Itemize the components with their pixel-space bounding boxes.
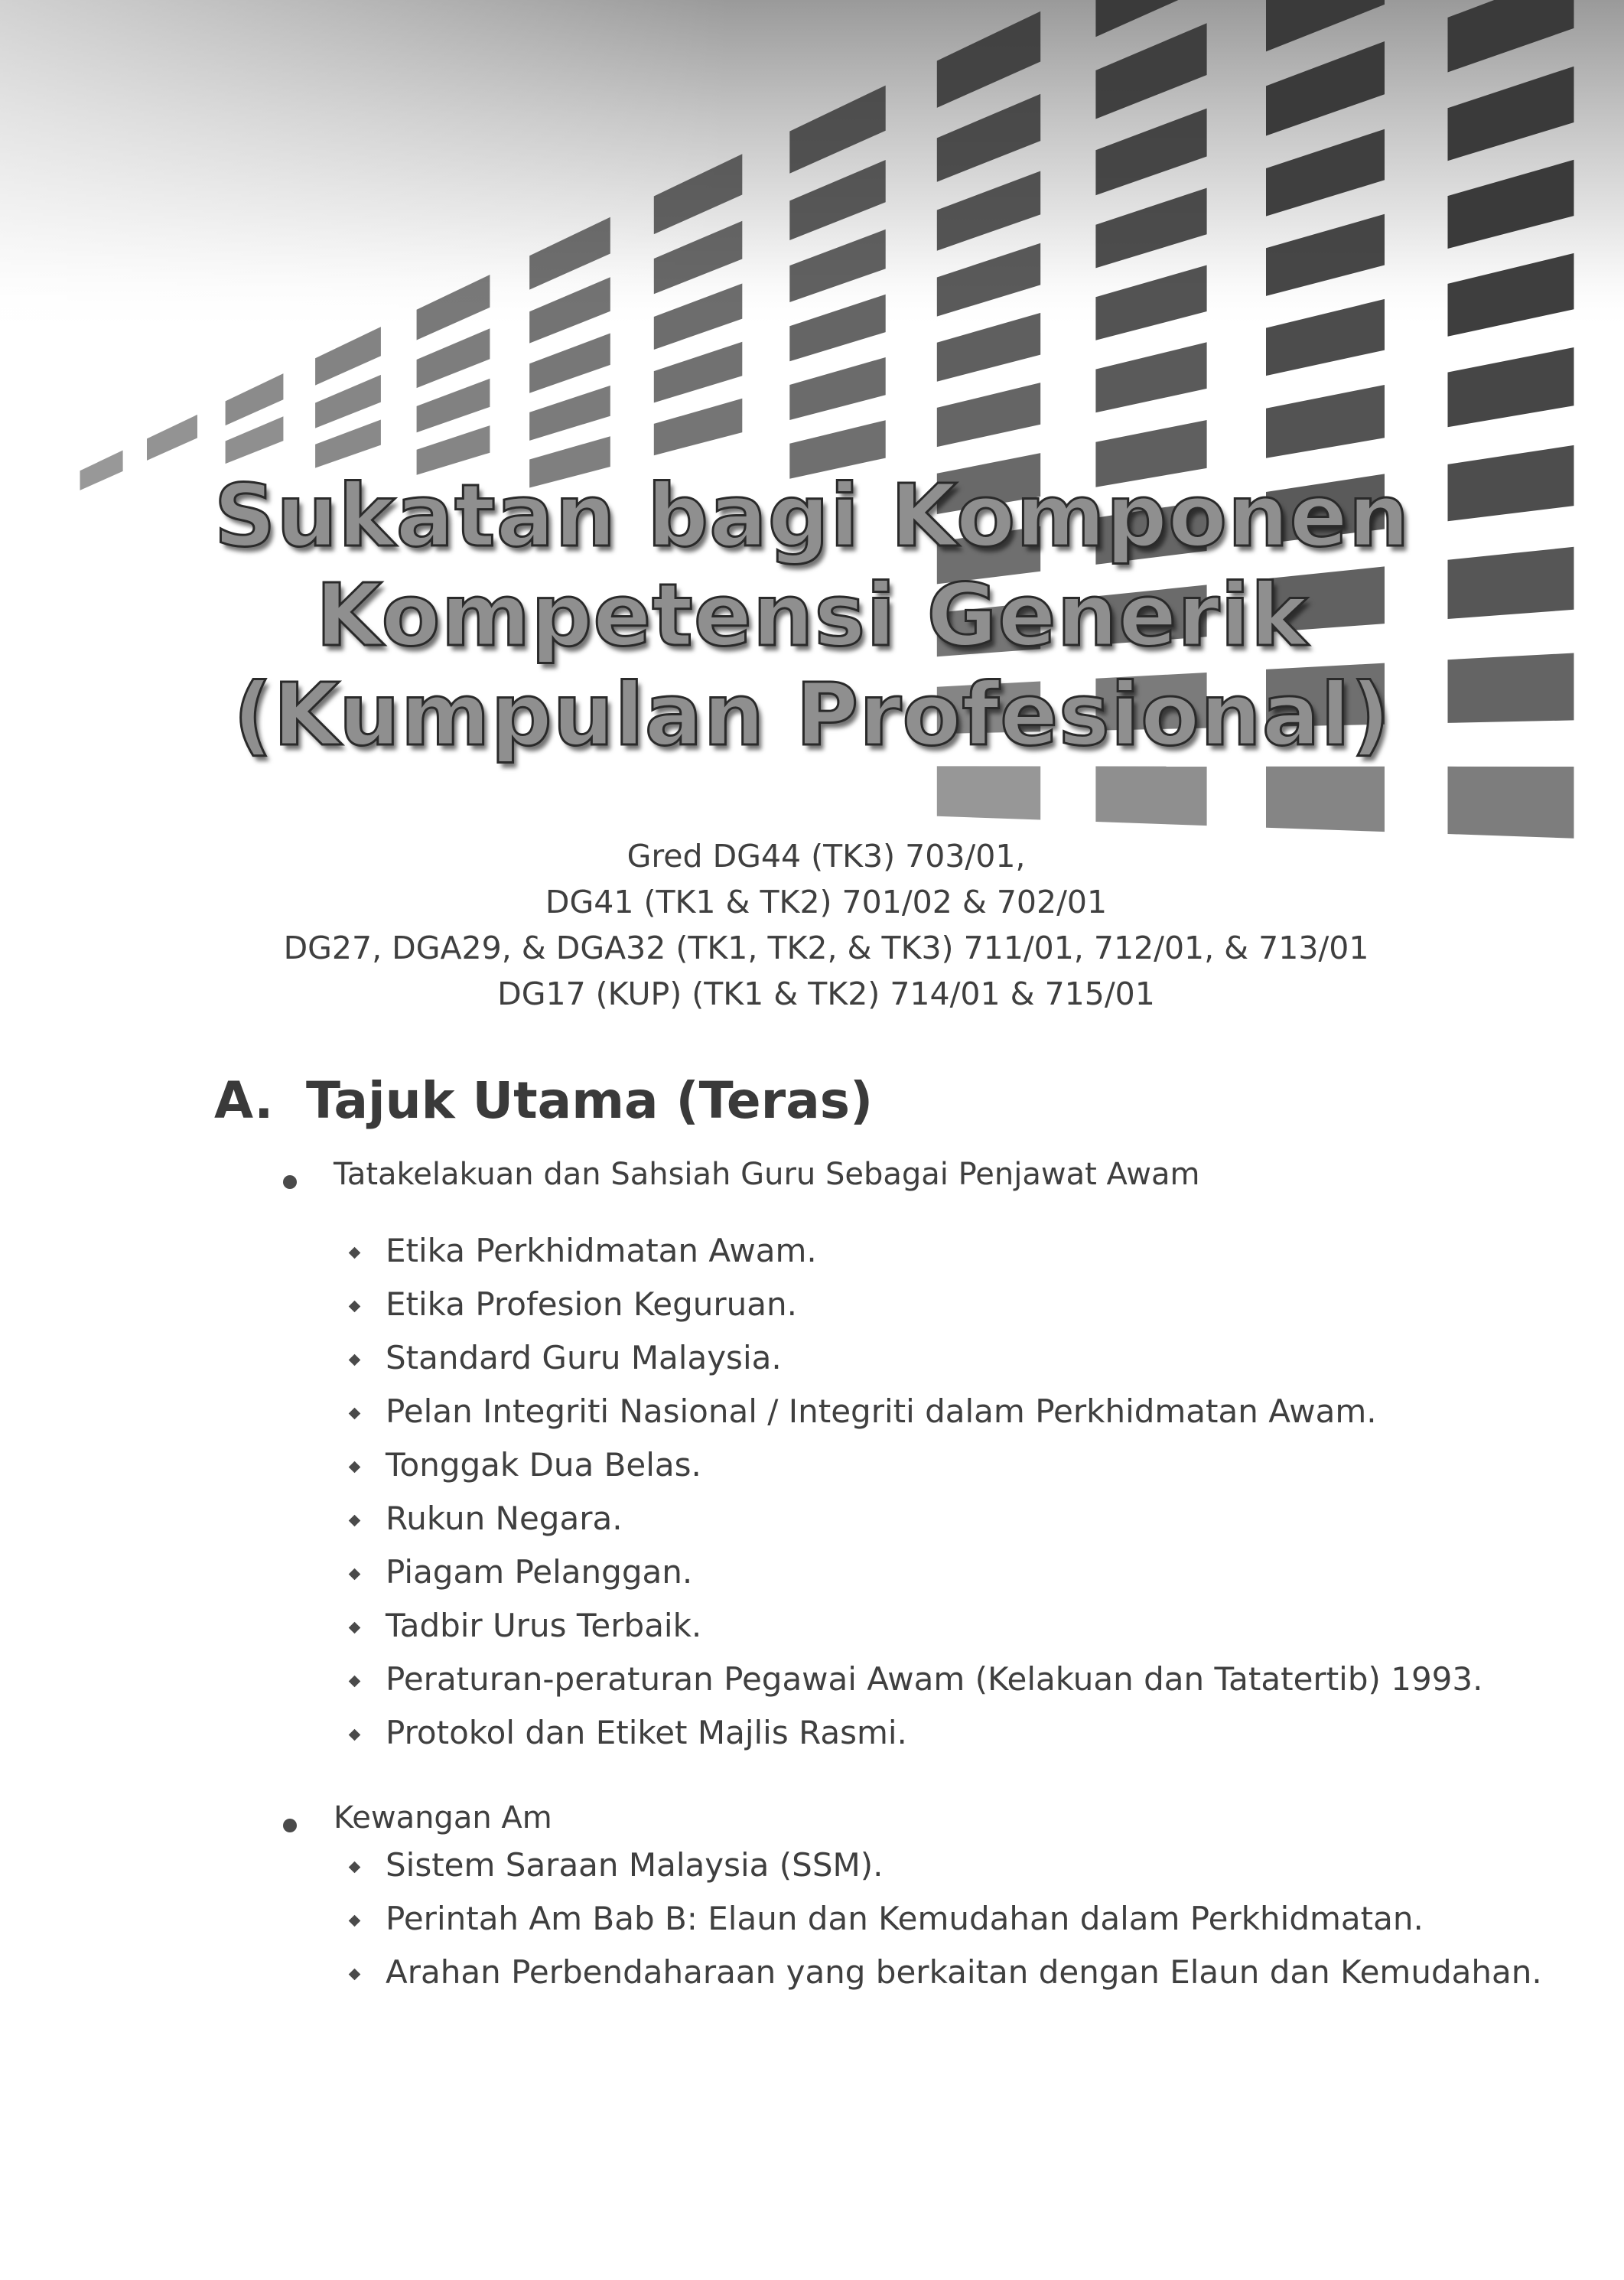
diamond-bullet-icon (349, 1408, 361, 1420)
list-item-text: Protokol dan Etiket Majlis Rasmi. (386, 1714, 907, 1751)
diamond-bullet-icon (349, 1515, 361, 1527)
diamond-bullet-icon (349, 1354, 361, 1366)
diamond-bullet-icon (349, 1969, 361, 1981)
diamond-bullet-icon (349, 1461, 361, 1474)
diamond-bullet-icon (349, 1622, 361, 1634)
bullet-dot-icon (283, 1819, 297, 1832)
bullet-dot-icon (283, 1175, 297, 1189)
section-title: Tajuk Utama (Teras) (306, 1071, 874, 1130)
list-item-text: Pelan Integriti Nasional / Integriti dalam Perkhidmatan Awam. (386, 1392, 1377, 1430)
group-label: Tatakelakuan dan Sahsiah Guru Sebagai Penjawat Awam (334, 1157, 1200, 1192)
title-line-3: (Kumpulan Profesional) (233, 666, 1391, 765)
list-item-text: Sistem Saraan Malaysia (SSM). (386, 1846, 884, 1884)
list-item-text: Etika Profesion Keguruan. (386, 1285, 797, 1323)
list-item-text: Tonggak Dua Belas. (386, 1446, 701, 1484)
diamond-bullet-icon (349, 1568, 361, 1581)
diamond-bullet-icon (349, 1301, 361, 1313)
diamond-bullet-icon (349, 1861, 361, 1874)
list-item-text: Rukun Negara. (386, 1500, 623, 1537)
list-item-text: Arahan Perbendaharaan yang berkaitan dengan Elaun dan Kemudahan. (386, 1953, 1542, 1991)
grade-line-2: DG41 (TK1 & TK2) 701/02 & 702/01 (545, 884, 1108, 920)
list-item-text: Piagam Pelanggan. (386, 1553, 693, 1591)
list-item-text: Etika Perkhidmatan Awam. (386, 1232, 817, 1269)
title-line-1: Sukatan bagi Komponen (213, 467, 1411, 566)
grid-tile (1095, 767, 1206, 826)
title-line-2: Kompetensi Generik (315, 566, 1309, 666)
grade-line-3: DG27, DGA29, & DGA32 (TK1, TK2, & TK3) 711/01, 712/01, & 713/01 (283, 930, 1369, 966)
diamond-bullet-icon (349, 1915, 361, 1927)
list-item-text: Peraturan-peraturan Pegawai Awam (Kelakuan dan Tatatertib) 1993. (386, 1660, 1483, 1698)
diamond-bullet-icon (349, 1676, 361, 1688)
grid-tile (1448, 767, 1574, 839)
group-label: Kewangan Am (334, 1800, 552, 1835)
section-letter: A. (214, 1071, 274, 1130)
grid-tile (937, 766, 1040, 819)
section-heading (214, 1071, 873, 1130)
grid-tile (1266, 767, 1385, 832)
diamond-bullet-icon (349, 1247, 361, 1259)
list-item-text: Tadbir Urus Terbaik. (386, 1607, 702, 1644)
list-item-text: Perintah Am Bab B: Elaun dan Kemudahan dalam Perkhidmatan. (386, 1900, 1424, 1937)
grade-line-4: DG17 (KUP) (TK1 & TK2) 714/01 & 715/01 (497, 976, 1155, 1012)
list-item-text: Standard Guru Malaysia. (386, 1339, 782, 1376)
grade-line-1: Gred DG44 (TK3) 703/01, (626, 838, 1026, 875)
diamond-bullet-icon (349, 1729, 361, 1741)
